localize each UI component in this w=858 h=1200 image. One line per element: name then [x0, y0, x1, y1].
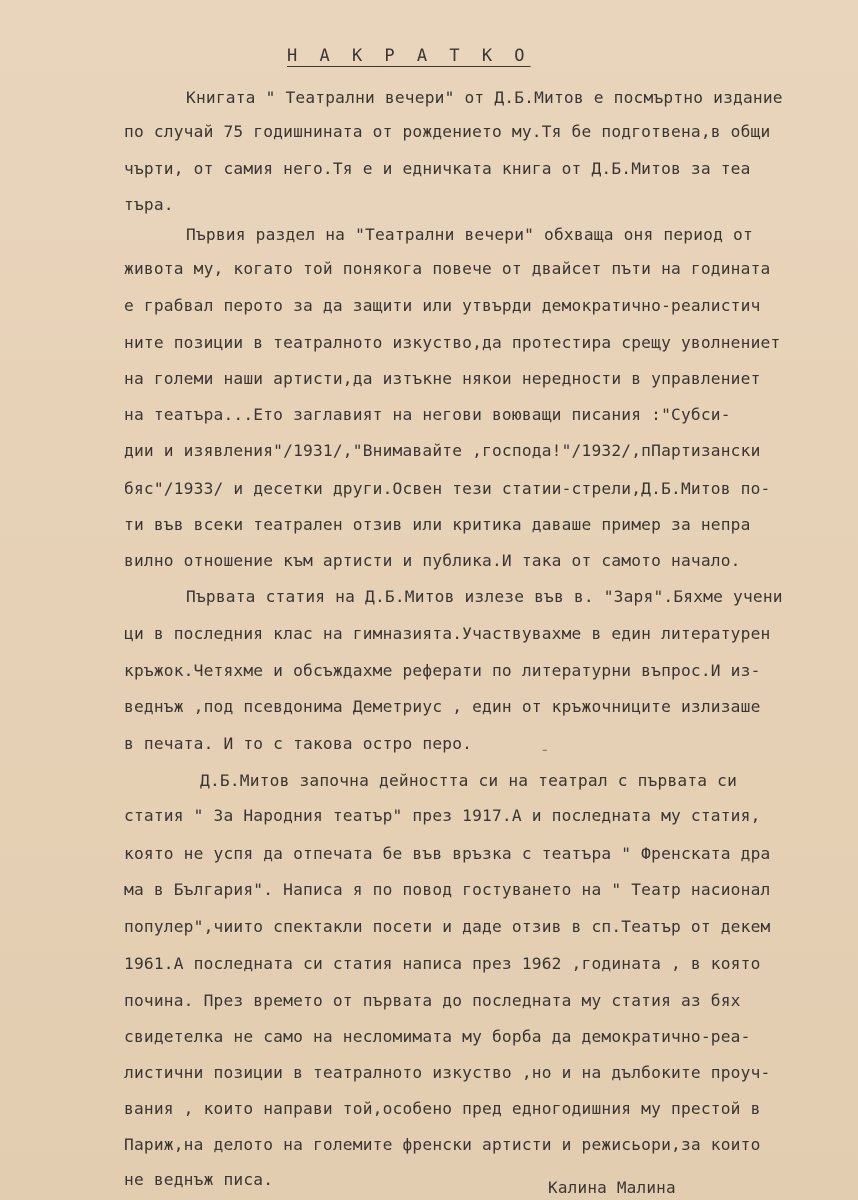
text-line: търа.: [124, 195, 174, 214]
text-line: популер",чиито спектакли посети и даде отзив в сп.Театър от декем: [124, 917, 771, 936]
text-line: вания , които направи той,особено пред едногодишния му престой в: [124, 1099, 761, 1118]
text-line: 1961.А последната си статия написа през 1962 ,годината , в която: [124, 954, 761, 973]
text-line: ти във всеки театрален отзив или критика даваше пример за непра: [124, 515, 751, 534]
document-title: Н А К Р А Т К О: [287, 46, 531, 66]
text-line: вилно отношение към артисти и публика.И така от самото начало.: [124, 551, 741, 570]
text-line: не веднъж писа.: [124, 1170, 274, 1189]
text-line: живота му, когато той понякога повече от двайсет пъти на годината: [124, 259, 771, 278]
text-line: почина. През времето от първата до последната му статия аз бях: [124, 991, 741, 1010]
text-line: ните позиции в театралното изкуство,да протестира срещу уволнениет: [124, 333, 781, 352]
stray-mark: -: [540, 740, 550, 759]
text-line: на театъра...Ето заглавият на негови воюващи писания :"Субси-: [124, 405, 731, 424]
text-line: кръжок.Четяхме и обсъждахме реферати по литературни въпрос.И из-: [124, 661, 761, 680]
text-line: ма в България". Написа я по повод гостуването на " Театр насионал: [124, 880, 771, 899]
text-line: Д.Б.Митов започна дейността си на театрал с първата си: [200, 771, 738, 790]
text-line: по случай 75 годишнината от рождението му.Тя бе подготвена,в общи: [124, 122, 771, 141]
text-line: чърти, от самия него.Тя е и едничката книга от Д.Б.Митов за теа: [124, 159, 751, 178]
signature: Калина Малина: [548, 1178, 676, 1197]
text-line: веднъж ,под псевдонима Деметриус , един от кръжочниците излизаше: [124, 697, 761, 716]
text-line: Париж,на делото на големите френски артисти и режисьори,за които: [124, 1135, 761, 1154]
text-line: в печата. И то с такова остро перо.: [124, 734, 473, 753]
text-line: бяс"/1933/ и десетки други.Освен тези статии-стрели,Д.Б.Митов по-: [124, 479, 771, 498]
text-line: ци в последния клас на гимназията.Участвувахме в един литературен: [124, 624, 771, 643]
text-line: на големи наши артисти,да изтъкне някои нередности в управлениет: [124, 369, 761, 388]
text-line: е грабвал перото за да защити или утвърди демократично-реалистич: [124, 296, 761, 315]
text-line: листични позиции в театралното изкуство ,но и на дълбоките проуч-: [124, 1063, 771, 1082]
text-line: Книгата " Театрални вечери" от Д.Б.Митов е посмъртно издание: [186, 88, 783, 107]
text-line: Първата статия на Д.Б.Митов излезе във в. "Заря".Бяхме учени: [186, 587, 783, 606]
text-line: статия " За Народния театър" през 1917.А и последната му статия,: [124, 806, 761, 825]
text-line: Първия раздел на "Театрални вечери" обхваща оня период от: [186, 225, 753, 244]
text-line: свидетелка не само на несломимата му борба да демократично-реа-: [124, 1027, 751, 1046]
text-line: дии и изявления"/1931/,"Внимавайте ,господа!"/1932/,пПартизански: [124, 441, 761, 460]
text-line: която не успя да отпечата бе във връзка с театъра " Френската дра: [124, 844, 771, 863]
